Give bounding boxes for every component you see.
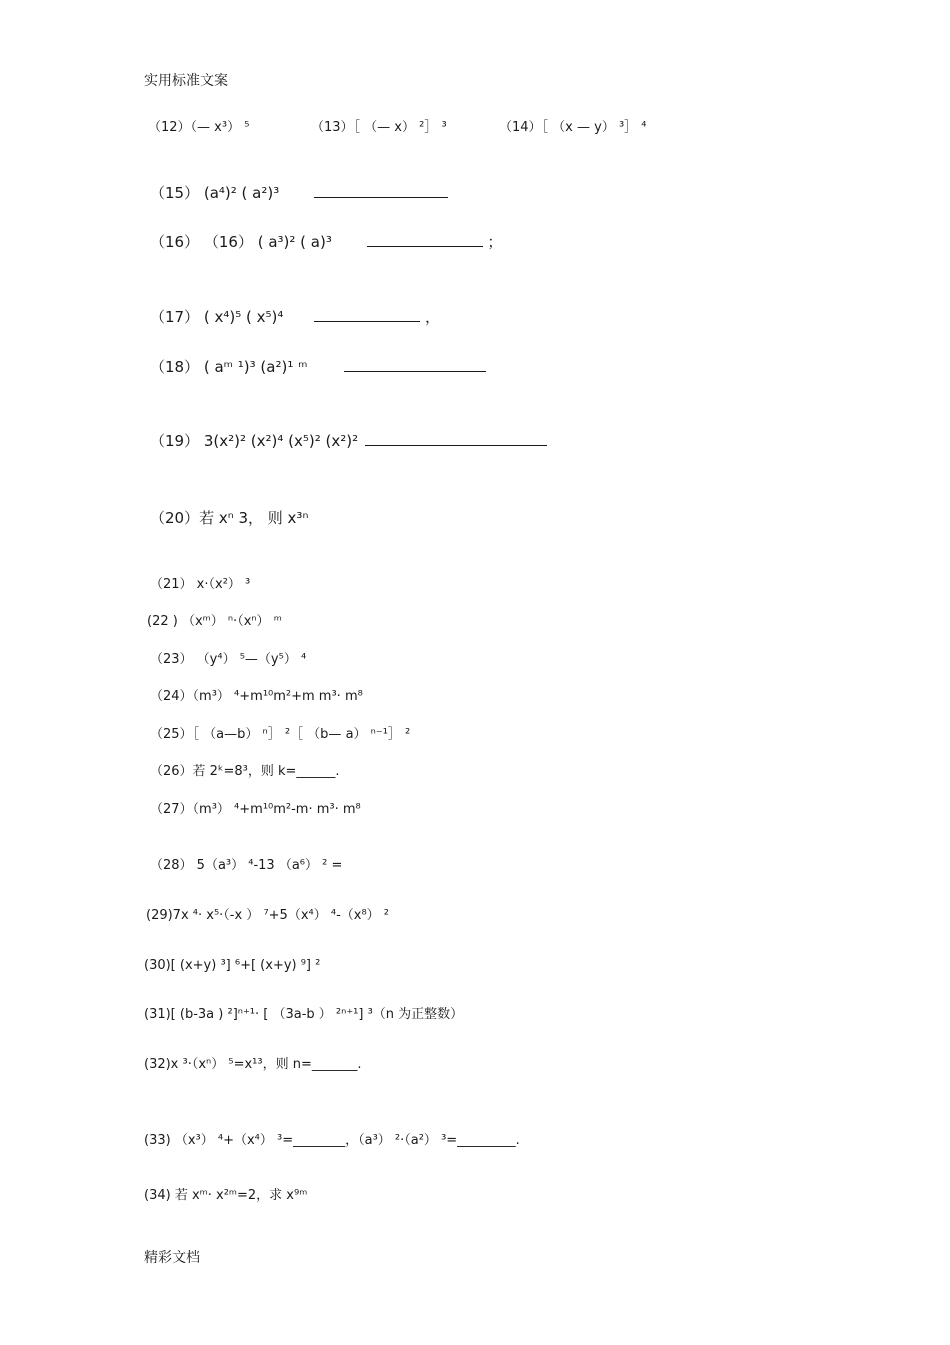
problem-15-expr: （15） (a⁴)² ( a²)³ (150, 184, 280, 202)
problem-32: (32)x ³·（xⁿ） ⁵=x¹³，则 n=_______. (144, 1057, 362, 1072)
problem-27: （27）（m³） ⁴+m¹⁰m²-m· m³· m⁸ (150, 802, 361, 817)
page-header: 实用标准文案 (144, 73, 228, 89)
problem-19 (150, 432, 547, 450)
problem-31: (31)[ (b-3a ) ²]ⁿ⁺¹· [ （3a-b ） ²ⁿ⁺¹] ³（n 为正整数） (144, 1007, 464, 1022)
problem-23: （23） （y⁴） ⁵—（y⁵） ⁴ (150, 652, 307, 667)
answer-blank-16[interactable] (367, 234, 483, 247)
problem-33: (33) （x³） ⁴+（x⁴） ³=________，（a³） ²·（a²） ³=_________. (144, 1133, 520, 1148)
problem-12: （12）（— x³） ⁵ (148, 120, 250, 135)
answer-blank-19[interactable] (365, 433, 547, 446)
problem-16-expr: （16） （16） ( a³)² ( a)³ (150, 233, 332, 251)
problem-17-tail: ， (424, 308, 440, 326)
problem-25: （25）［ （a—b） ⁿ］ ²［ （b— a） ⁿ⁻¹］ ² (150, 727, 411, 742)
problem-17 (150, 308, 440, 326)
answer-blank-15[interactable] (314, 185, 448, 198)
problem-19-expr: （19） 3(x²)² (x²)⁴ (x⁵)² (x²)² (150, 432, 359, 450)
problem-16 (150, 233, 502, 251)
problem-34: (34) 若 xᵐ· x²ᵐ=2，求 x⁹ᵐ (144, 1188, 308, 1203)
problem-26: （26）若 2ᵏ=8³，则 k=______. (150, 764, 340, 779)
answer-blank-17[interactable] (314, 309, 420, 322)
problem-21: （21） x·（x²） ³ (150, 577, 251, 592)
problem-17-expr: （17） ( x⁴)⁵ ( x⁵)⁴ (150, 308, 284, 326)
problem-30: (30)[ (x+y) ³] ⁶+[ (x+y) ⁹] ² (144, 958, 321, 973)
problem-18-expr: （18） ( aᵐ ¹)³ (a²)¹ ᵐ (150, 358, 308, 376)
problem-24: （24）（m³） ⁴+m¹⁰m²+m m³· m⁸ (150, 689, 363, 704)
problem-16-tail: ； (487, 233, 503, 251)
page-footer: 精彩文档 (144, 1250, 200, 1266)
problem-15 (150, 184, 448, 202)
problem-22: (22 ) （xᵐ） ⁿ·（xⁿ） ᵐ (147, 614, 282, 629)
problem-13: （13）［ （— x） ²］ ³ (311, 120, 447, 135)
problem-20: （20）若 xⁿ 3， 则 x³ⁿ (150, 509, 309, 527)
problem-14: （14）［ （x — y） ³］ ⁴ (499, 120, 647, 135)
problem-18 (150, 358, 486, 376)
problem-28: （28） 5（a³） ⁴-13 （a⁶） ² = (150, 858, 343, 873)
answer-blank-18[interactable] (344, 359, 486, 372)
problem-29: (29)7x ⁴· x⁵·（-x ） ⁷+5（x⁴） ⁴-（x⁸） ² (146, 908, 390, 923)
